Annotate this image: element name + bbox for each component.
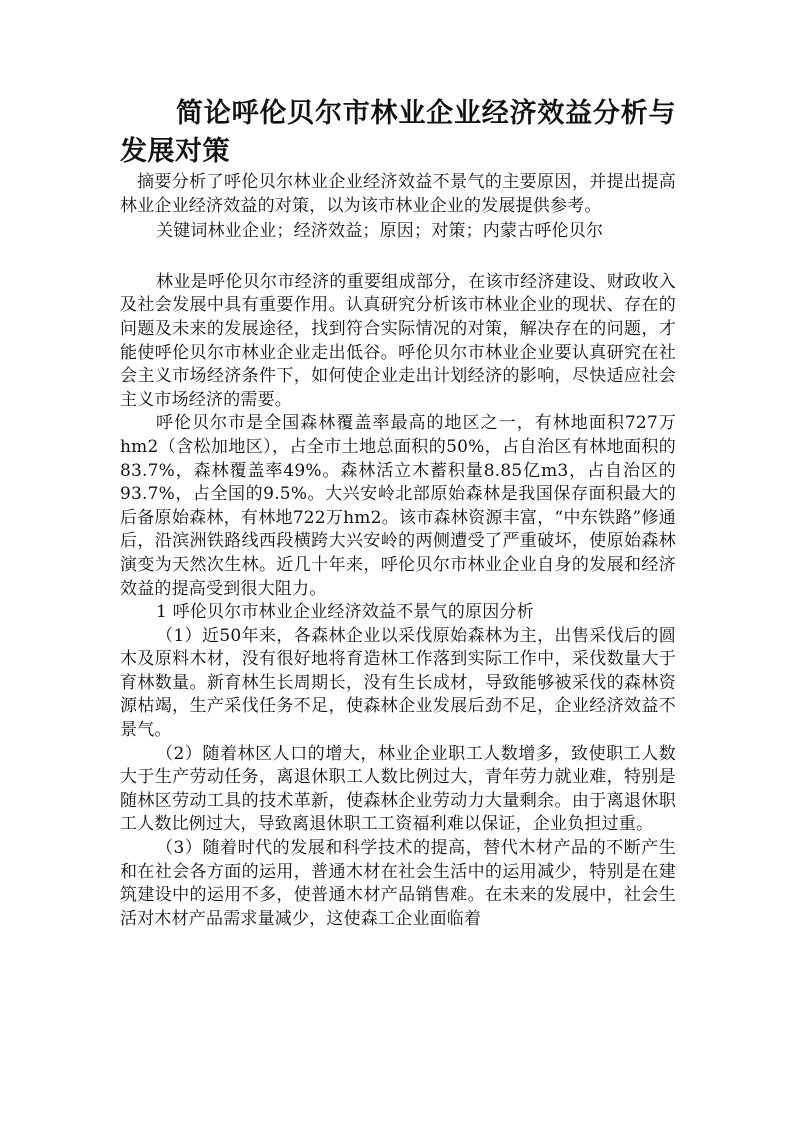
document-title: 简论呼伦贝尔市林业企业经济效益分析与发展对策 <box>120 98 676 167</box>
body-paragraph-1: 林业是呼伦贝尔市经济的重要组成部分，在该市经济建设、财政收入及社会发展中具有重要作用。认真研究分析该市林业企业的现状、存在的问题及未来的发展途径，找到符合实际情况的对策，解决存在的问题，才能使呼伦贝尔市林业企业走出低谷。呼伦贝尔市林业企业要认真研究在社会主义市场经济条件下，如何使企业走出计划经济的影响，尽快适应社会主义市场经济的需要。 <box>120 271 676 410</box>
section-paragraph-2: （2）随着林区人口的增大，林业企业职工人数增多，致使职工人数大于生产劳动任务，离退休职工人数比例过大，青年劳力就业难，特别是随林区劳动工具的技术革新，使森林企业劳动力大量剩余。由于离退休职工人数比例过大，导致离退休职工工资福利难以保证，企业负担过重。 <box>120 743 676 835</box>
blank-line <box>120 244 676 271</box>
section-paragraph-1: （1）近50年来，各森林企业以采伐原始森林为主，出售采伐后的圆木及原料木材，没有很好地将育造林工作落到实际工作中，采伐数量大于育林数量。新育林生长周期长，没有生长成材，导致能够被采伐的森林资源枯竭，生产采伐任务不足，使森林企业发展后劲不足，企业经济效益不景气。 <box>120 625 676 741</box>
document-page <box>120 95 676 931</box>
body-paragraph-2: 呼伦贝尔市是全国森林覆盖率最高的地区之一，有林地面积727万hm2（含松加地区），占全市土地总面积的50%，占自治区有林地面积的83.7%，森林覆盖率49%。森林活立木蓄积量8.85亿m3，占自治区的93.7%，占全国的9.5%。大兴安岭北部原始森林是我国保存面积最大的后备原始森林，有林地722万hm2。该市森林资源丰富，“中东铁路”修通后，沿滨洲铁路线西段横跨大兴安岭的两侧遭受了严重破坏，使原始森林演变为天然次生林。近几十年来，呼伦贝尔市林业企业自身的发展和经济效益的提高受到很大阻力。 <box>120 413 676 599</box>
section-paragraph-3: （3）随着时代的发展和科学技术的提高，替代木材产品的不断产生和在社会各方面的运用，普通木材在社会生活中的运用减少，特别是在建筑建设中的运用不多，使普通木材产品销售难。在未来的发展中，社会生活对木材产品需求量减少，这使森工企业面临着 <box>120 838 676 929</box>
abstract-paragraph: 摘要分析了呼伦贝尔林业企业经济效益不景气的主要原因，并提出提高林业企业经济效益的对策，以为该市林业企业的发展提供参考。 <box>120 172 676 216</box>
section-heading: 1 呼伦贝尔市林业企业经济效益不景气的原因分析 <box>156 602 534 623</box>
keywords-line: 关键词林业企业；经济效益；原因；对策；内蒙古呼伦贝尔 <box>156 221 604 242</box>
